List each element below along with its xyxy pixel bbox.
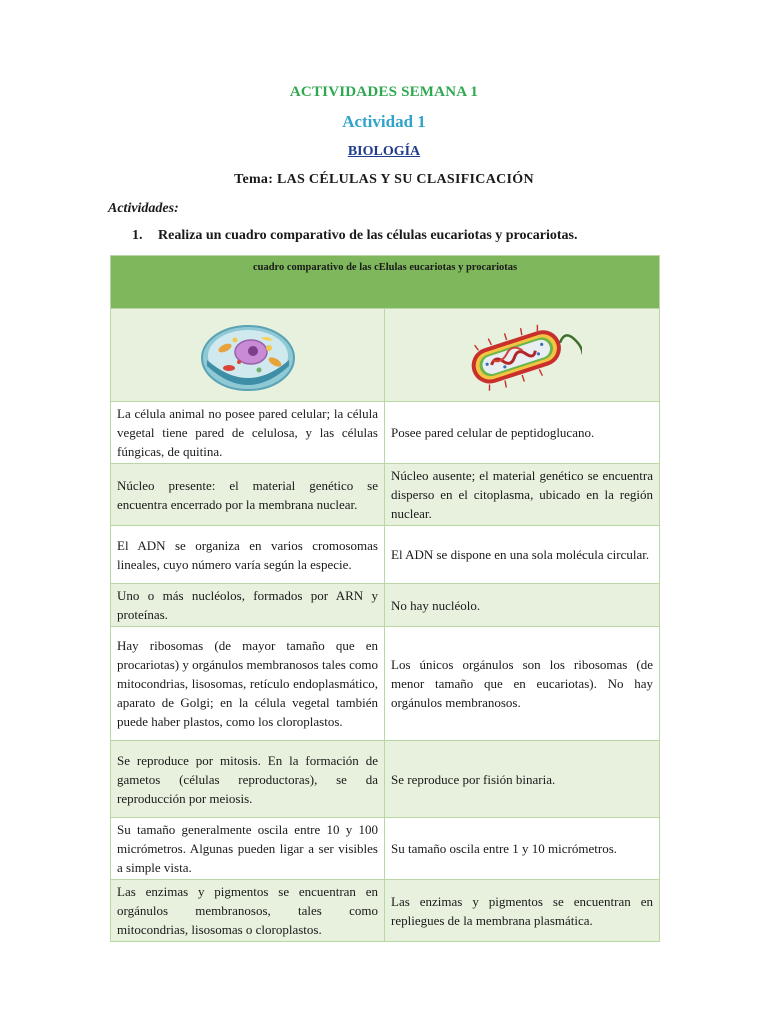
activity-heading: Actividad 1 <box>342 112 426 131</box>
eukaryote-cell: Uno o más nucléolos, formados por ARN y proteínas. <box>111 584 385 627</box>
week-heading: ACTIVIDADES SEMANA 1 <box>289 84 479 100</box>
prokaryote-cell: Las enzimas y pigmentos se encuentran en repliegues de la membrana plasmática. <box>385 880 660 942</box>
table-row <box>111 402 660 464</box>
eukaryote-cell: La célula animal no posee pared celular; la célula vegetal tiene pared de celulosa, y las células fúngicas, de quitina. <box>111 402 385 464</box>
prokaryote-cell: El ADN se dispone en una sola molécula circular. <box>385 526 660 584</box>
prokaryote-cell: Los únicos orgánulos son los ribosomas (de menor tamaño que en eucariotas). No hay orgánulos membranosos. <box>385 627 660 741</box>
subject-heading: BIOLOGÍA <box>347 144 421 159</box>
animal-cell-image <box>199 318 297 392</box>
table-row <box>111 741 660 818</box>
prokaryote-cell: Su tamaño oscila entre 1 y 10 micrómetros. <box>385 818 660 880</box>
task-text: Realiza un cuadro comparativo de las células eucariotas y procariotas. <box>158 228 578 243</box>
eukaryote-cell: Hay ribosomas (de mayor tamaño que en procariotas) y orgánulos membranosos tales como mitocondrias, lisosomas, retículo endoplasmático, aparato de Golgi; en la célula vegetal también puede haber plastos, como los cloroplastos. <box>111 627 385 741</box>
table-row <box>111 627 660 741</box>
eukaryote-cell: Su tamaño generalmente oscila entre 10 y 100 micrómetros. Algunas pueden ligar a ser visibles a simple vista. <box>111 818 385 880</box>
eukaryote-cell: Las enzimas y pigmentos se encuentran en orgánulos membranosos, tales como mitocondrias, lisosomas o cloroplastos. <box>111 880 385 942</box>
table-row <box>111 584 660 627</box>
topic-heading: Tema: LAS CÉLULAS Y SU CLASIFICACIÓN <box>234 172 534 187</box>
eukaryote-cell: Se reproduce por mitosis. En la formación de gametos (células reproductoras), se da reproducción por meiosis. <box>111 741 385 818</box>
prokaryote-cell: No hay nucléolo. <box>385 584 660 627</box>
task-number: 1. <box>132 228 143 243</box>
eukaryote-cell: Núcleo presente: el material genético se encuentra encerrado por la membrana nuclear. <box>111 464 385 526</box>
bacterium-cell-image-cell <box>385 309 660 402</box>
activities-label: Actividades: <box>108 201 179 216</box>
table-header-row <box>111 256 660 309</box>
prokaryote-cell: Posee pared celular de peptidoglucano. <box>385 402 660 464</box>
table-row <box>111 526 660 584</box>
task-item <box>132 228 577 244</box>
table-row <box>111 880 660 942</box>
table-row <box>111 818 660 880</box>
comparison-table <box>110 255 660 942</box>
table-row <box>111 464 660 526</box>
eukaryote-cell: El ADN se organiza en varios cromosomas lineales, cuyo número varía según la especie. <box>111 526 385 584</box>
bacterium-cell-image <box>462 317 582 393</box>
animal-cell-image-cell <box>111 309 385 402</box>
table-title: cuadro comparativo de las cElulas eucariotas y procariotas <box>111 256 660 309</box>
prokaryote-cell: Núcleo ausente; el material genético se encuentra disperso en el citoplasma, ubicado en la región nuclear. <box>385 464 660 526</box>
table-image-row <box>111 309 660 402</box>
prokaryote-cell: Se reproduce por fisión binaria. <box>385 741 660 818</box>
